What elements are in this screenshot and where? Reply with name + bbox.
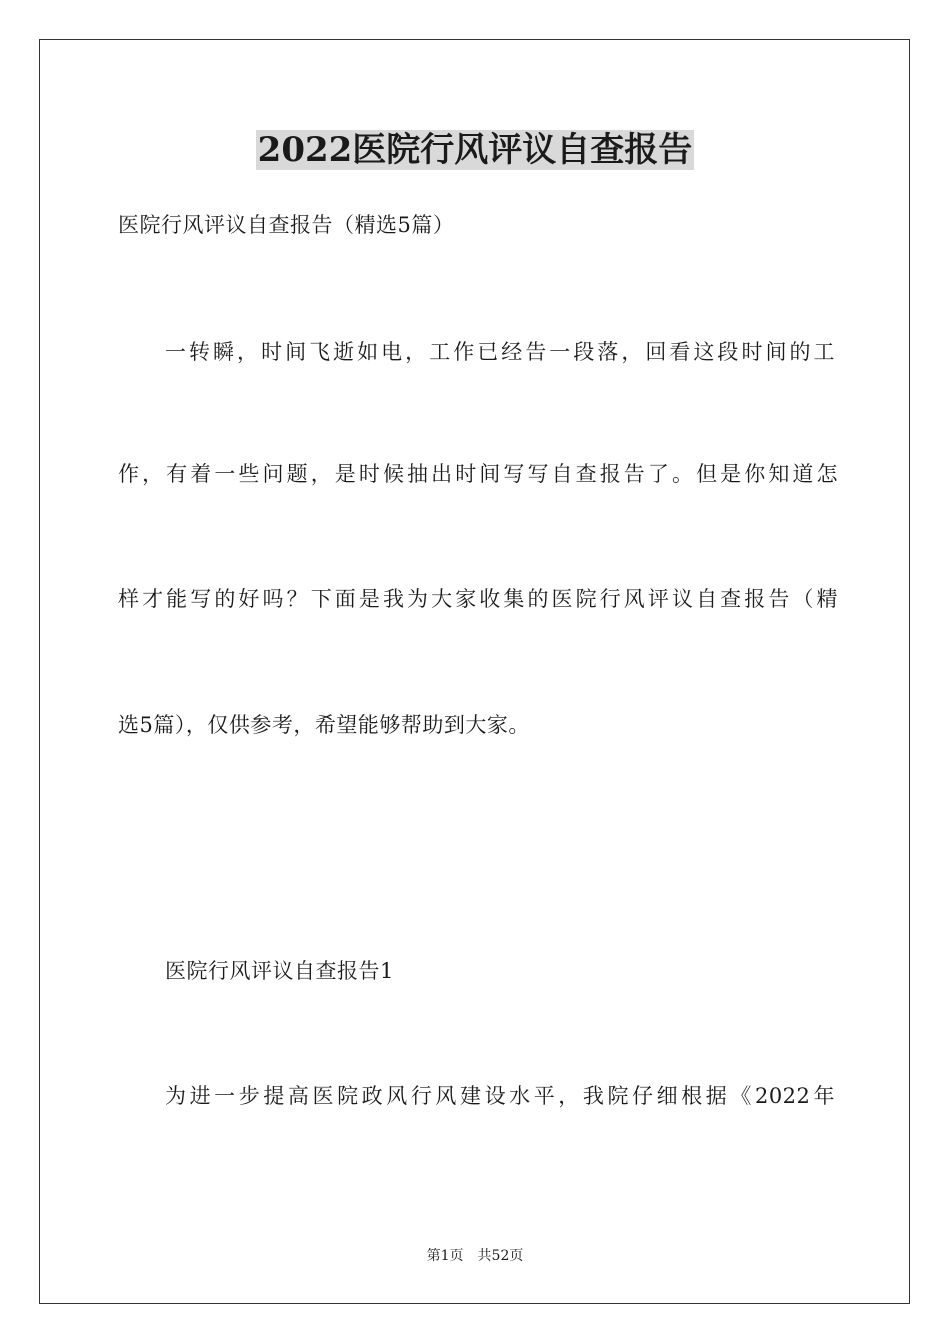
document-subtitle: 医院行风评议自查报告（精选5篇） (118, 213, 455, 237)
intro-line-4: 选5篇），仅供参考，希望能够帮助到大家。 (118, 713, 530, 737)
intro-line-2: 作，有着一些问题，是时候抽出时间写写自查报告了。但是你知道怎 (118, 462, 838, 486)
page-total: 共52页 (477, 1248, 524, 1264)
document-title-text: 2022医院行风评议自查报告 (257, 130, 693, 170)
page-number: 第1页 (426, 1248, 464, 1264)
document-title (0, 126, 950, 174)
intro-line-3: 样才能写的好吗？下面是我为大家收集的医院行风评议自查报告（精 (118, 587, 838, 611)
section-first-line: 为进一步提高医院政风行风建设水平，我院仔细根据《2022年 (165, 1084, 835, 1108)
page-footer (0, 1246, 950, 1266)
intro-line-1: 一转瞬，时间飞逝如电，工作已经告一段落，回看这段时间的工 (165, 340, 835, 364)
section-heading: 医院行风评议自查报告1 (165, 959, 394, 983)
